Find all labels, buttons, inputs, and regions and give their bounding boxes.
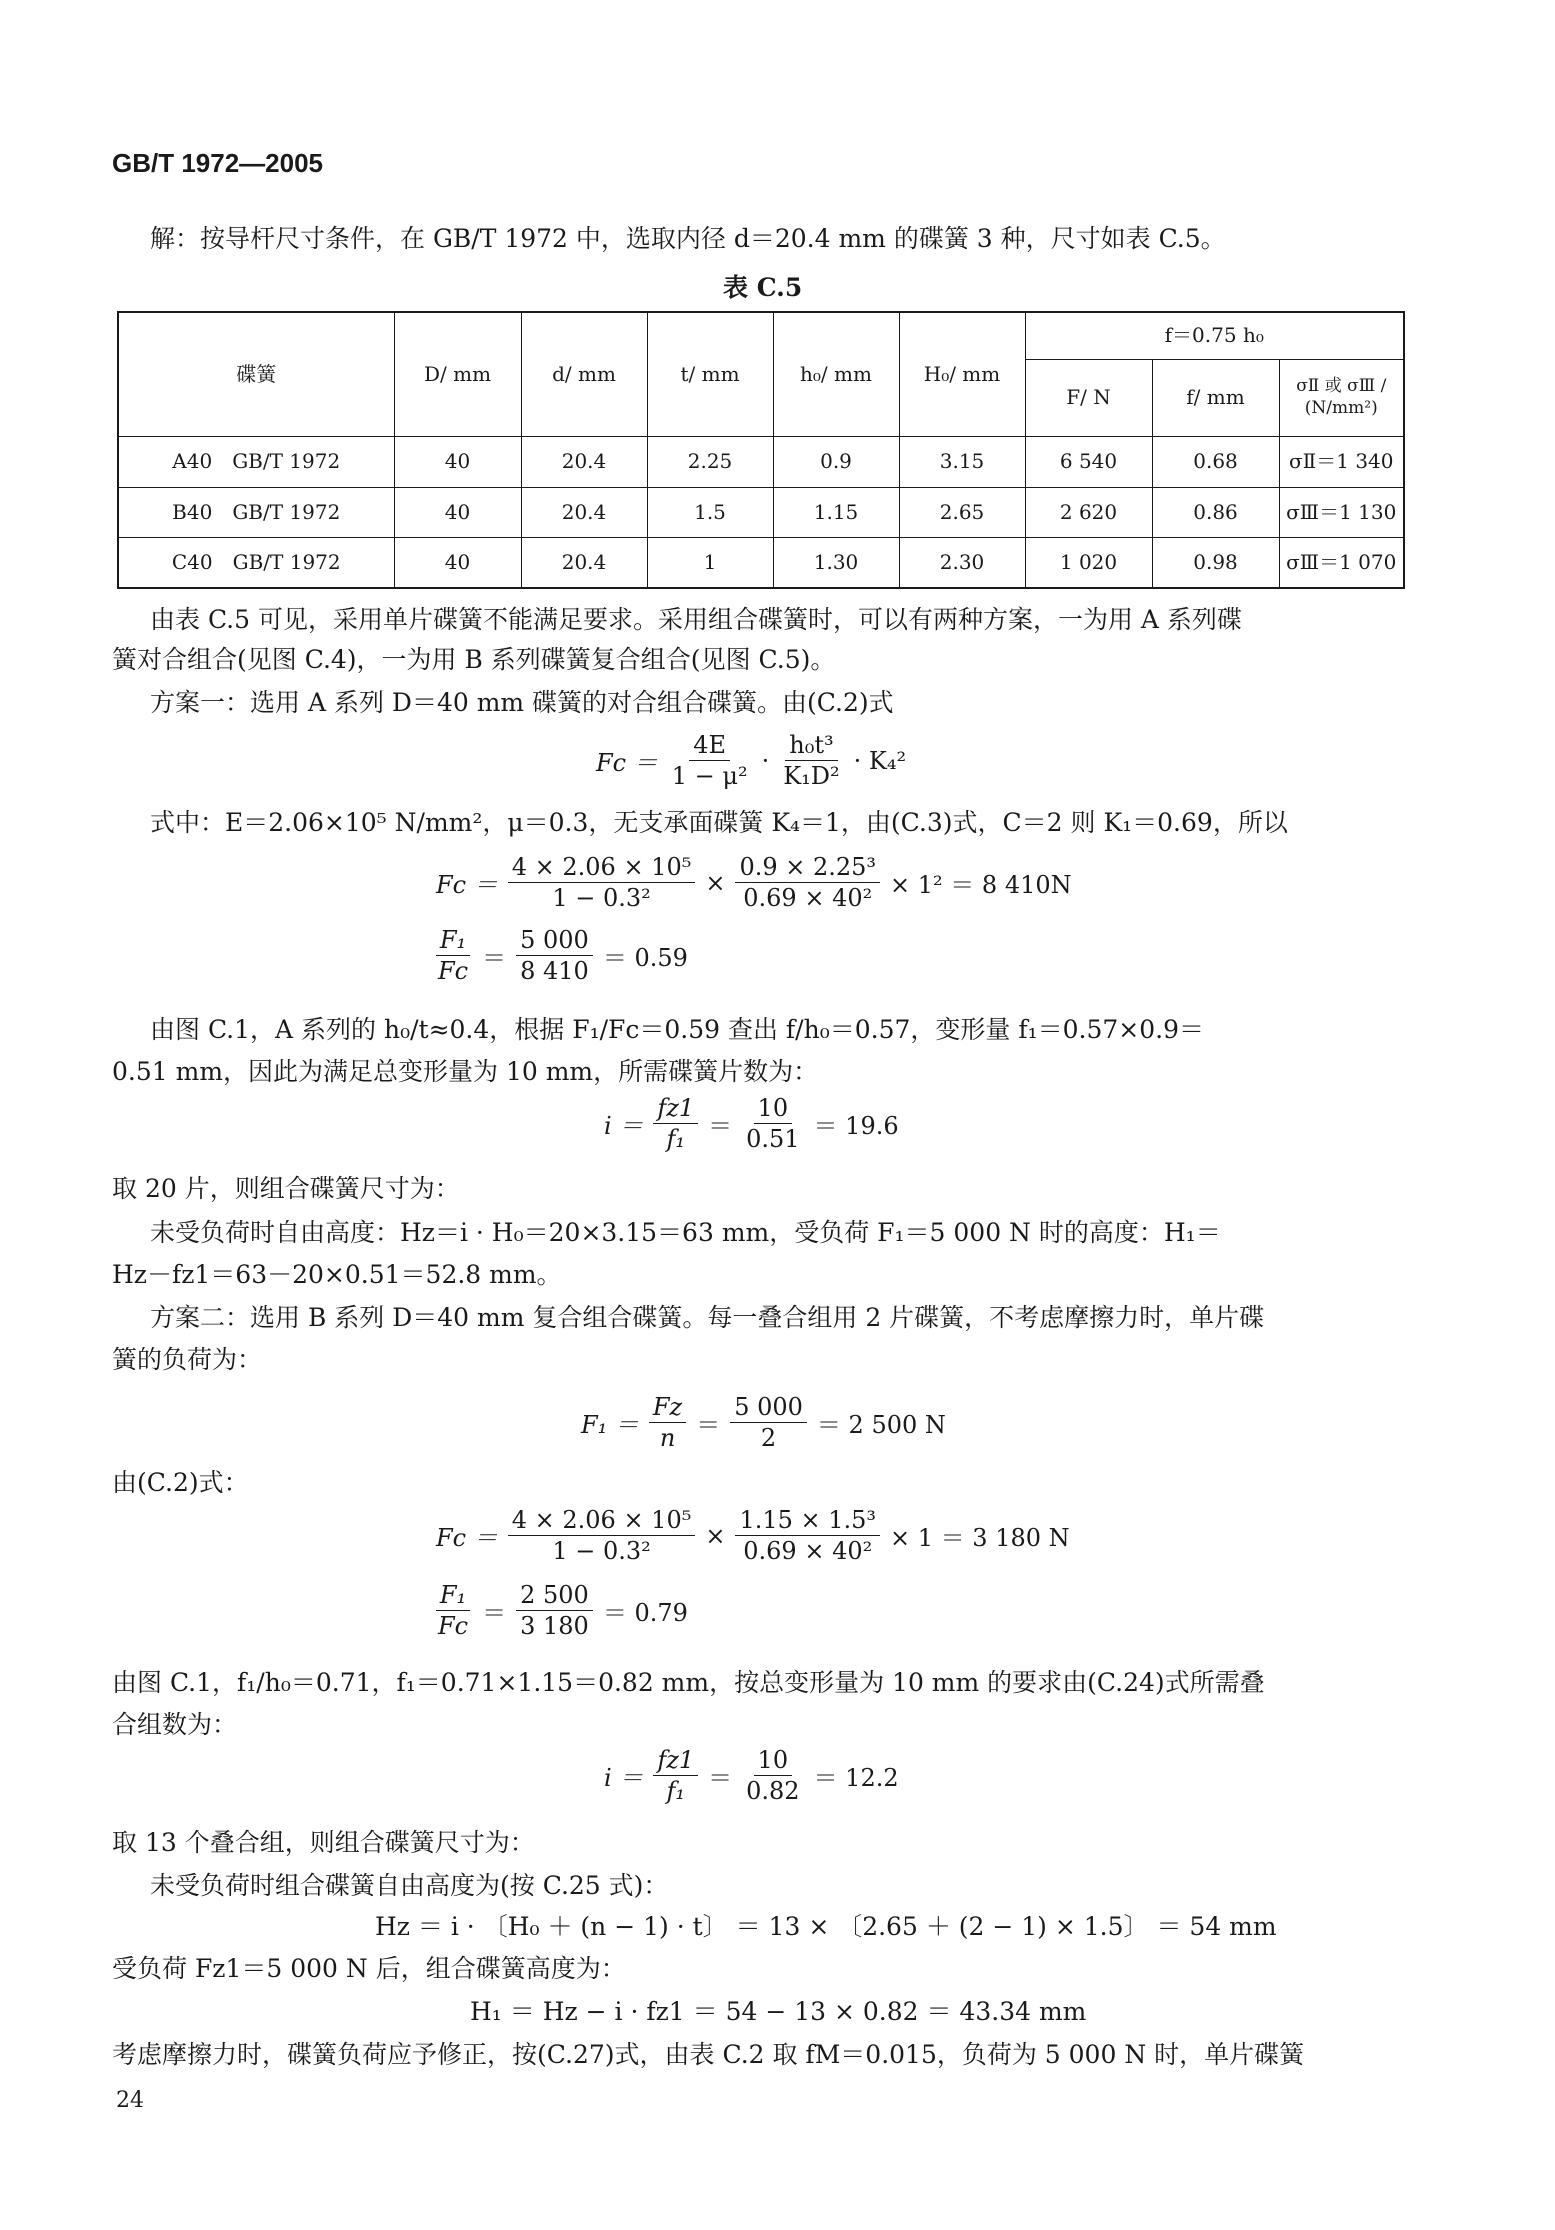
cell-name: B40 GB/T 1972 [118,487,394,537]
paragraph-10: 取 13 个叠合组，则组合碟簧尺寸为： [112,1828,535,1857]
standard-header: GB/T 1972—2005 [112,148,324,178]
eq4-num0: fz1 [653,1093,698,1124]
table-row [118,487,1404,537]
paragraph-3: 式中：E＝2.06×10⁵ N/mm²，μ＝0.3，无支承面碟簧 K₄＝1，由(C.3)式，C＝2 则 K₁＝0.69，所以 [150,808,1288,837]
col-header-t: t/ mm [647,312,773,436]
eq1-frac2 [779,730,843,791]
eq5-tail: ＝ 2 500 N [816,1411,946,1439]
eq4-den1: 0.51 [746,1125,800,1153]
paragraph-5: 取 20 片，则组合碟簧尺寸为： [112,1174,460,1203]
cell-H0: 2.65 [899,487,1025,537]
eq7-num0: F₁ [436,1580,470,1611]
paragraph-12: 受负荷 Fz1＝5 000 N 后，组合碟簧高度为： [112,1954,626,1983]
eq2-lhs: Fc ＝ [436,871,498,899]
eq8-lhs: i ＝ [604,1764,644,1792]
cell-D: 40 [394,537,521,588]
paragraph-6-line-1: 未受负荷时自由高度：Hz＝i · H₀＝20×3.15＝63 mm，受负荷 F₁＝5 000 N 时的高度：H₁＝ [150,1218,1221,1247]
eq8-den1: 0.82 [746,1777,800,1805]
eq5-num1: 5 000 [730,1392,807,1423]
cell-name: A40 GB/T 1972 [118,436,394,487]
eq2-tail: × 1² ＝ 8 410N [890,871,1072,899]
eq8-frac0 [653,1745,698,1806]
equation-10: H₁ ＝ Hz − i · fz1 ＝ 54 − 13 × 0.82 ＝ 43.34 mm [470,1997,1087,2026]
cell-h0: 0.9 [773,436,899,487]
eq3-num1: 5 000 [516,925,593,956]
cell-H0: 3.15 [899,436,1025,487]
equation-9: Hz ＝ i · 〔H₀ ＋ (n − 1) · t〕 ＝ 13 × 〔2.65 ＋ (2 − 1) × 1.5〕 ＝ 54 mm [375,1912,1277,1941]
eq6-frac2 [735,1505,880,1566]
cell-F: 2 620 [1025,487,1152,537]
eq7-num1: 2 500 [516,1580,593,1611]
eq1-frac1 [668,730,752,791]
equation-4: i ＝ $\frac{fz1}{\text{f₁}}$ ＝ $\frac{10}{0.51}$ ＝ 19.6 [604,1094,899,1153]
eq1-num1: 4E [689,730,730,761]
col-header-D: D/ mm [394,312,521,436]
eq6-den2: 0.69 × 40² [743,1537,873,1565]
eq1-tail: · K₄² [853,746,907,775]
eq5-den0: n [659,1424,676,1452]
eq1-num2: h₀t³ [785,730,837,761]
equation-1: Fc ＝ $\frac{4E}{\text{1 − μ²}}$ · $\frac{\text{h₀t³}}{\text{K₁D²}}$ · K₄² [596,731,907,790]
eq6-frac1 [508,1505,696,1566]
paragraph-1-line-1: 由表 C.5 可见，采用单片碟簧不能满足要求。采用组合碟簧时，可以有两种方案，一为用 A 系列碟 [150,605,1242,634]
eq5-frac0 [649,1392,686,1453]
paragraph-11: 未受负荷时组合碟簧自由高度为(按 C.25 式)： [150,1871,669,1900]
eq8-frac1 [742,1745,803,1806]
eq4-tail: ＝ 19.6 [813,1112,899,1140]
eq2-frac1 [508,852,696,913]
cell-F: 1 020 [1025,537,1152,588]
equation-8: i ＝ $\frac{fz1}{\text{f₁}}$ ＝ $\frac{10}{0.82}$ ＝ 12.2 [604,1746,899,1805]
cell-H0: 2.30 [899,537,1025,588]
col-header-F: F/ N [1025,359,1152,436]
paragraph-2: 方案一：选用 A 系列 D＝40 mm 碟簧的对合组合碟簧。由(C.2)式 [150,688,894,717]
eq7-frac0 [434,1580,472,1641]
eq2-den2: 0.69 × 40² [743,884,873,912]
eq4-lhs: i ＝ [604,1112,644,1140]
paragraph-1-line-2: 簧对合组合(见图 C.4)，一为用 B 系列碟簧复合组合(见图 C.5)。 [112,645,836,674]
eq5-frac1 [730,1392,807,1453]
eq3-den0: Fc [438,957,469,985]
cell-d: 20.4 [521,436,647,487]
eq5-den1: 2 [760,1424,777,1452]
cell-h0: 1.30 [773,537,899,588]
col-header-h0: h₀/ mm [773,312,899,436]
eq5-num0: Fz [649,1392,686,1423]
spec-table [117,311,1405,589]
eq8-tail: ＝ 12.2 [813,1764,899,1792]
col-header-f: f/ mm [1152,359,1279,436]
table-row [118,537,1404,588]
eq5-lhs: F₁ ＝ [581,1411,639,1439]
paragraph-13: 考虑摩擦力时，碟簧负荷应予修正，按(C.27)式，由表 C.2 取 fM＝0.015，负荷为 5 000 N 时，单片碟簧 [112,2040,1305,2069]
table-title: 表 C.5 [723,273,803,302]
eq4-frac1 [742,1093,803,1154]
col-header-spring: 碟簧 [118,312,394,436]
cell-sigma: σⅢ＝1 130 [1279,487,1404,537]
paragraph-9-line-2: 合组数为： [112,1710,238,1739]
cell-f: 0.86 [1152,487,1279,537]
eq7-den0: Fc [438,1612,469,1640]
paragraph-6-line-2: Hz－fz1＝63－20×0.51＝52.8 mm。 [112,1260,562,1289]
intro-paragraph: 解：按导杆尺寸条件，在 GB/T 1972 中，选取内径 d＝20.4 mm 的碟簧 3 种，尺寸如表 C.5。 [150,224,1226,253]
eq7-tail: ＝ 0.79 [602,1599,688,1627]
cell-D: 40 [394,436,521,487]
cell-f: 0.68 [1152,436,1279,487]
col-header-d: d/ mm [521,312,647,436]
cell-sigma: σⅡ＝1 340 [1279,436,1404,487]
eq2-num2: 0.9 × 2.25³ [735,852,880,883]
paragraph-4-line-1: 由图 C.1，A 系列的 h₀/t≈0.4，根据 F₁/Fc＝0.59 查出 f/h₀＝0.57，变形量 f₁＝0.57×0.9＝ [150,1015,1204,1044]
cell-t: 1 [647,537,773,588]
eq6-num2: 1.15 × 1.5³ [735,1505,880,1536]
eq4-den0: f₁ [666,1125,685,1153]
eq1-den1: 1 − μ² [671,762,748,790]
cell-f: 0.98 [1152,537,1279,588]
paragraph-8: 由(C.2)式： [112,1468,249,1497]
eq8-num0: fz1 [653,1745,698,1776]
eq1-lhs: Fc ＝ [596,749,658,777]
eq1-den2: K₁D² [783,762,840,790]
cell-t: 2.25 [647,436,773,487]
cell-h0: 1.15 [773,487,899,537]
eq4-num1: 10 [754,1093,793,1124]
paragraph-7-line-1: 方案二：选用 B 系列 D＝40 mm 复合组合碟簧。每一叠合组用 2 片碟簧，不考虑摩擦力时，单片碟 [150,1303,1265,1332]
cell-F: 6 540 [1025,436,1152,487]
col-group-f: f＝0.75 h₀ [1025,312,1404,359]
eq6-num1: 4 × 2.06 × 10⁵ [508,1505,696,1536]
eq8-den0: f₁ [666,1777,685,1805]
eq2-den1: 1 − 0.3² [552,884,651,912]
equation-6: Fc ＝ $\frac{\text{4 × 2.06 × 10⁵}}{\text{1 − 0.3²}}$ × $\frac{\text{1.15 × 1.5³}}{\text{0.69 × 40²}}$ × 1 ＝ 3 180 N [436,1506,1070,1565]
paragraph-4-line-2: 0.51 mm，因此为满足总变形量为 10 mm，所需碟簧片数为： [112,1057,819,1086]
cell-sigma: σⅢ＝1 070 [1279,537,1404,588]
eq3-den1: 8 410 [520,957,589,985]
eq3-frac0 [434,925,472,986]
eq3-num0: F₁ [436,925,470,956]
cell-D: 40 [394,487,521,537]
eq8-num1: 10 [754,1745,793,1776]
cell-d: 20.4 [521,537,647,588]
cell-name: C40 GB/T 1972 [118,537,394,588]
eq6-tail: × 1 ＝ 3 180 N [890,1524,1070,1552]
equation-2: Fc ＝ $\frac{\text{4 × 2.06 × 10⁵}}{\text{1 − 0.3²}}$ × $\frac{\text{0.9 × 2.25³}}{\text{0.69 × 40²}}$ × 1² ＝ 8 410N [436,853,1072,912]
eq6-den1: 1 − 0.3² [552,1537,651,1565]
table-row [118,436,1404,487]
eq3-frac1 [516,925,593,986]
cell-t: 1.5 [647,487,773,537]
equation-7: $\frac{\text{F₁}}{Fc}$ ＝ $\frac{2 500}{3 180}$ ＝ 0.79 [430,1580,694,1641]
paragraph-9-line-1: 由图 C.1，f₁/h₀＝0.71，f₁＝0.71×1.15＝0.82 mm，按总变形量为 10 mm 的要求由(C.24)式所需叠 [112,1668,1265,1697]
eq4-frac0 [653,1093,698,1154]
eq2-frac2 [735,852,880,913]
cell-d: 20.4 [521,487,647,537]
col-header-sigma: σⅡ 或 σⅢ / (N/mm²) [1279,359,1404,436]
equation-3: $\frac{\text{F₁}}{Fc}$ ＝ $\frac{5 000}{8 410}$ ＝ 0.59 [430,925,694,986]
eq7-frac1 [516,1580,593,1641]
eq7-den1: 3 180 [520,1612,589,1640]
equation-5: F₁ ＝ $\frac{Fz}{n}$ ＝ $\frac{5 000}{2}$ ＝ 2 500 N [581,1393,946,1452]
col-header-H0: H₀/ mm [899,312,1025,436]
eq2-num1: 4 × 2.06 × 10⁵ [508,852,696,883]
paragraph-7-line-2: 簧的负荷为： [112,1345,263,1374]
page-number: 24 [116,2088,144,2113]
eq6-lhs: Fc ＝ [436,1524,498,1552]
eq3-tail: ＝ 0.59 [602,944,688,972]
